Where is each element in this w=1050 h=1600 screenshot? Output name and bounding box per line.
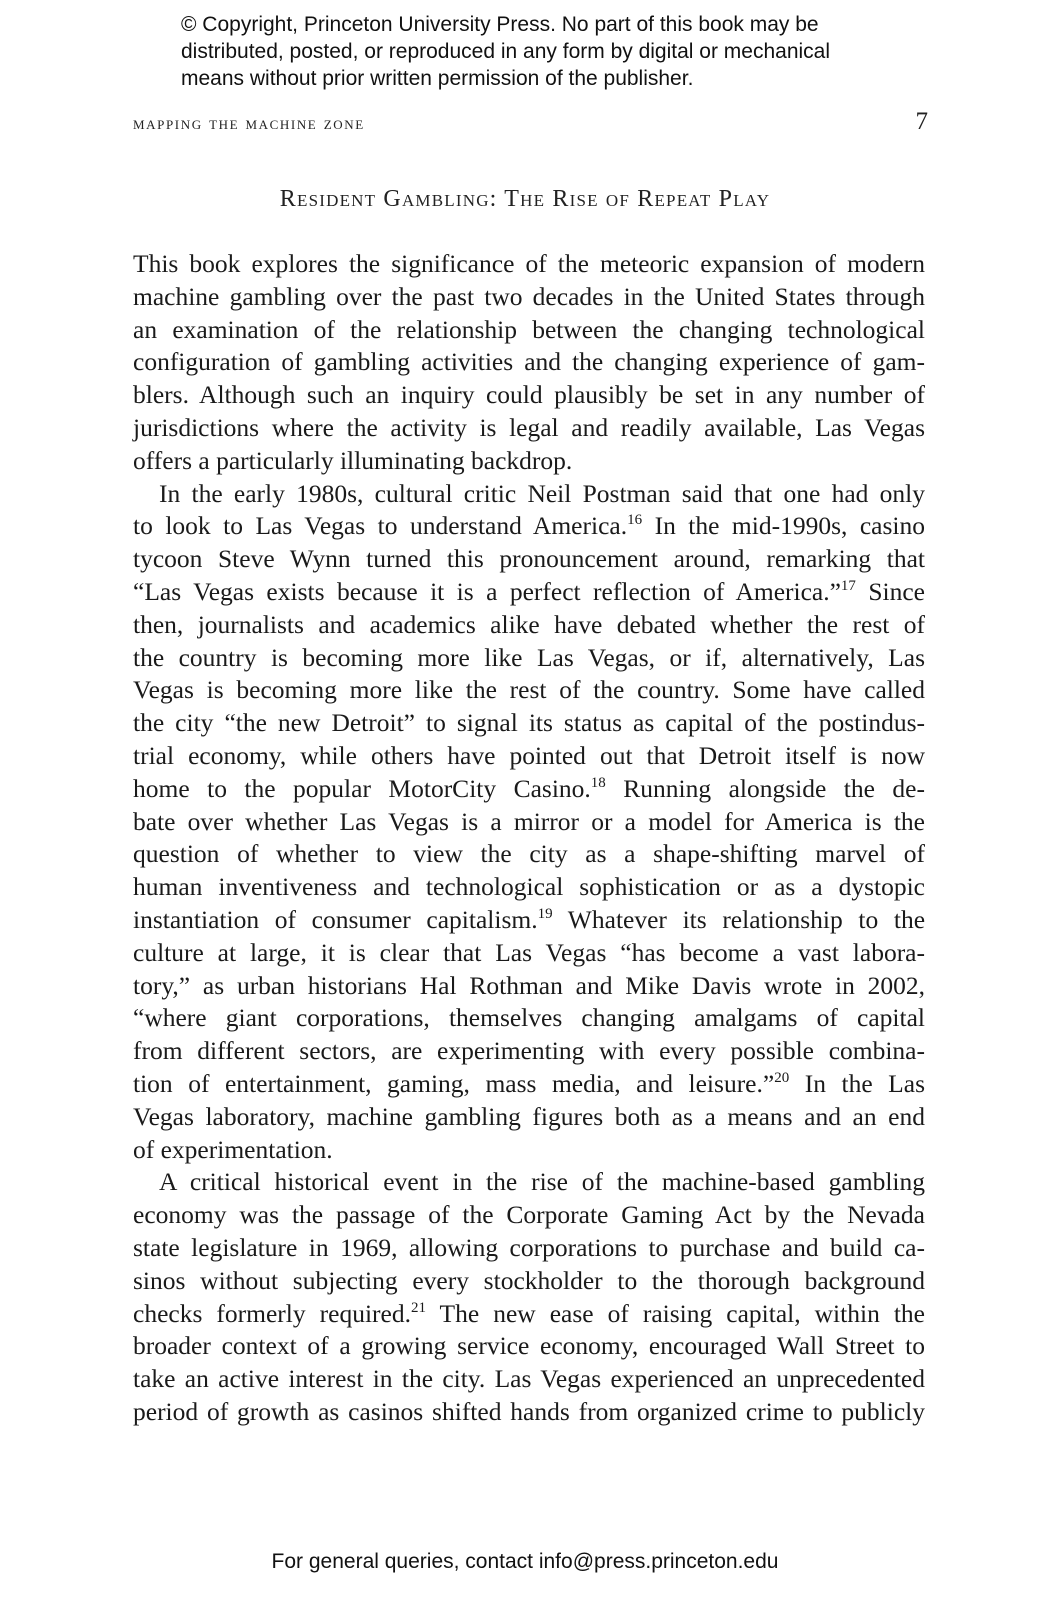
copyright-line: distributed, posted, or reproduced in any form by digital or mechanical xyxy=(181,40,831,63)
footnote-ref: 20 xyxy=(774,1069,790,1086)
running-head: mapping the machine zone xyxy=(133,113,365,134)
text-line: This book explores the significance of the meteoric expansion of modern xyxy=(133,249,925,278)
text-line: state legislature in 1969, allowing corporations to purchase and build ca- xyxy=(133,1232,925,1262)
text-line: “where giant corporations, themselves changing amalgams of capital xyxy=(133,1003,925,1033)
text-line: then, journalists and academics alike have debated whether the rest of xyxy=(133,609,925,639)
text-line: instantiation of consumer capitalism.$^{19}$ Whatever its relationship to the xyxy=(133,904,926,934)
footnote-ref: 21 xyxy=(410,1299,426,1316)
section-title: Resident Gambling: The Rise of Repeat Play xyxy=(279,186,771,212)
text-line: of experimentation. xyxy=(133,1134,333,1164)
text-line: home to the popular MotorCity Casino.$^{18}$ Running alongside the de- xyxy=(133,773,925,803)
copyright-line: © Copyright, Princeton University Press. No part of this book may be xyxy=(181,13,819,36)
text-line: Vegas laboratory, machine gambling figures both as a means and an end xyxy=(133,1101,925,1131)
text-line: blers. Although such an inquiry could plausibly be set in any number of xyxy=(133,380,925,410)
footnote-ref: 19 xyxy=(537,905,553,922)
text-line: sinos without subjecting every stockholder to the thorough background xyxy=(133,1265,925,1295)
footnote-ref: 17 xyxy=(840,577,856,594)
text-line: checks formerly required.$^{21}$ The new ease of raising capital, within the xyxy=(133,1298,925,1328)
text-line: the country is becoming more like Las Vegas, or if, alternatively, Las xyxy=(133,642,925,672)
text-line: A critical historical event in the rise of the machine-based gambling xyxy=(159,1167,925,1197)
text-line: configuration of gambling activities and the changing experience of gam- xyxy=(133,347,925,377)
text-line: take an active interest in the city. Las Vegas experienced an unprecedented xyxy=(133,1364,925,1394)
text-line: human inventiveness and technological sophistication or as a dystopic xyxy=(133,872,925,902)
text-line: machine gambling over the past two decades in the United States through xyxy=(133,281,925,311)
text-line: “Las Vegas exists because it is a perfect reflection of America.”$^{17}$ Since xyxy=(133,576,926,606)
text-line: tycoon Steve Wynn turned this pronouncement around, remarking that xyxy=(133,544,925,574)
footer-contact: For general queries, contact info@press.princeton.edu xyxy=(271,1550,779,1573)
text-line: tory,” as urban historians Hal Rothman and Mike Davis wrote in 2002, xyxy=(133,970,925,1000)
text-line: bate over whether Las Vegas is a mirror or a model for America is the xyxy=(133,806,925,836)
text-line: from different sectors, are experimenting with every possible combina- xyxy=(133,1036,925,1066)
text-line: In the early 1980s, cultural critic Neil Postman said that one had only xyxy=(159,478,925,508)
copyright-notice xyxy=(181,11,961,92)
text-line: to look to Las Vegas to understand America.$^{16}$ In the mid-1990s, casino xyxy=(133,511,926,541)
text-line: trial economy, while others have pointed out that Detroit itself is now xyxy=(133,740,925,770)
text-line: the city “the new Detroit” to signal its status as capital of the postindus- xyxy=(133,708,925,738)
text-line: broader context of a growing service economy, encouraged Wall Street to xyxy=(133,1331,925,1361)
copyright-line: means without prior written permission of the publisher. xyxy=(181,67,694,90)
text-line: tion of entertainment, gaming, mass media, and leisure.”$^{20}$ In the Las xyxy=(133,1068,926,1098)
text-line: period of growth as casinos shifted hands from organized crime to publicly xyxy=(133,1396,925,1426)
text-line: offers a particularly illuminating backdrop. xyxy=(133,445,573,475)
page-number: 7 xyxy=(915,108,928,135)
footnote-ref: 18 xyxy=(590,774,606,791)
text-line: economy was the passage of the Corporate Gaming Act by the Nevada xyxy=(133,1200,925,1230)
text-line: Vegas is becoming more like the rest of the country. Some have called xyxy=(133,675,925,705)
footnote-ref: 16 xyxy=(627,512,643,529)
text-line: culture at large, it is clear that Las Vegas “has become a vast labora- xyxy=(133,937,925,967)
text-line: an examination of the relationship between the changing technological xyxy=(133,314,925,344)
body-text xyxy=(133,248,925,1429)
text-line: question of whether to view the city as a shape-shifting marvel of xyxy=(133,839,925,869)
text-line: jurisdictions where the activity is legal and readily available, Las Vegas xyxy=(133,412,925,442)
